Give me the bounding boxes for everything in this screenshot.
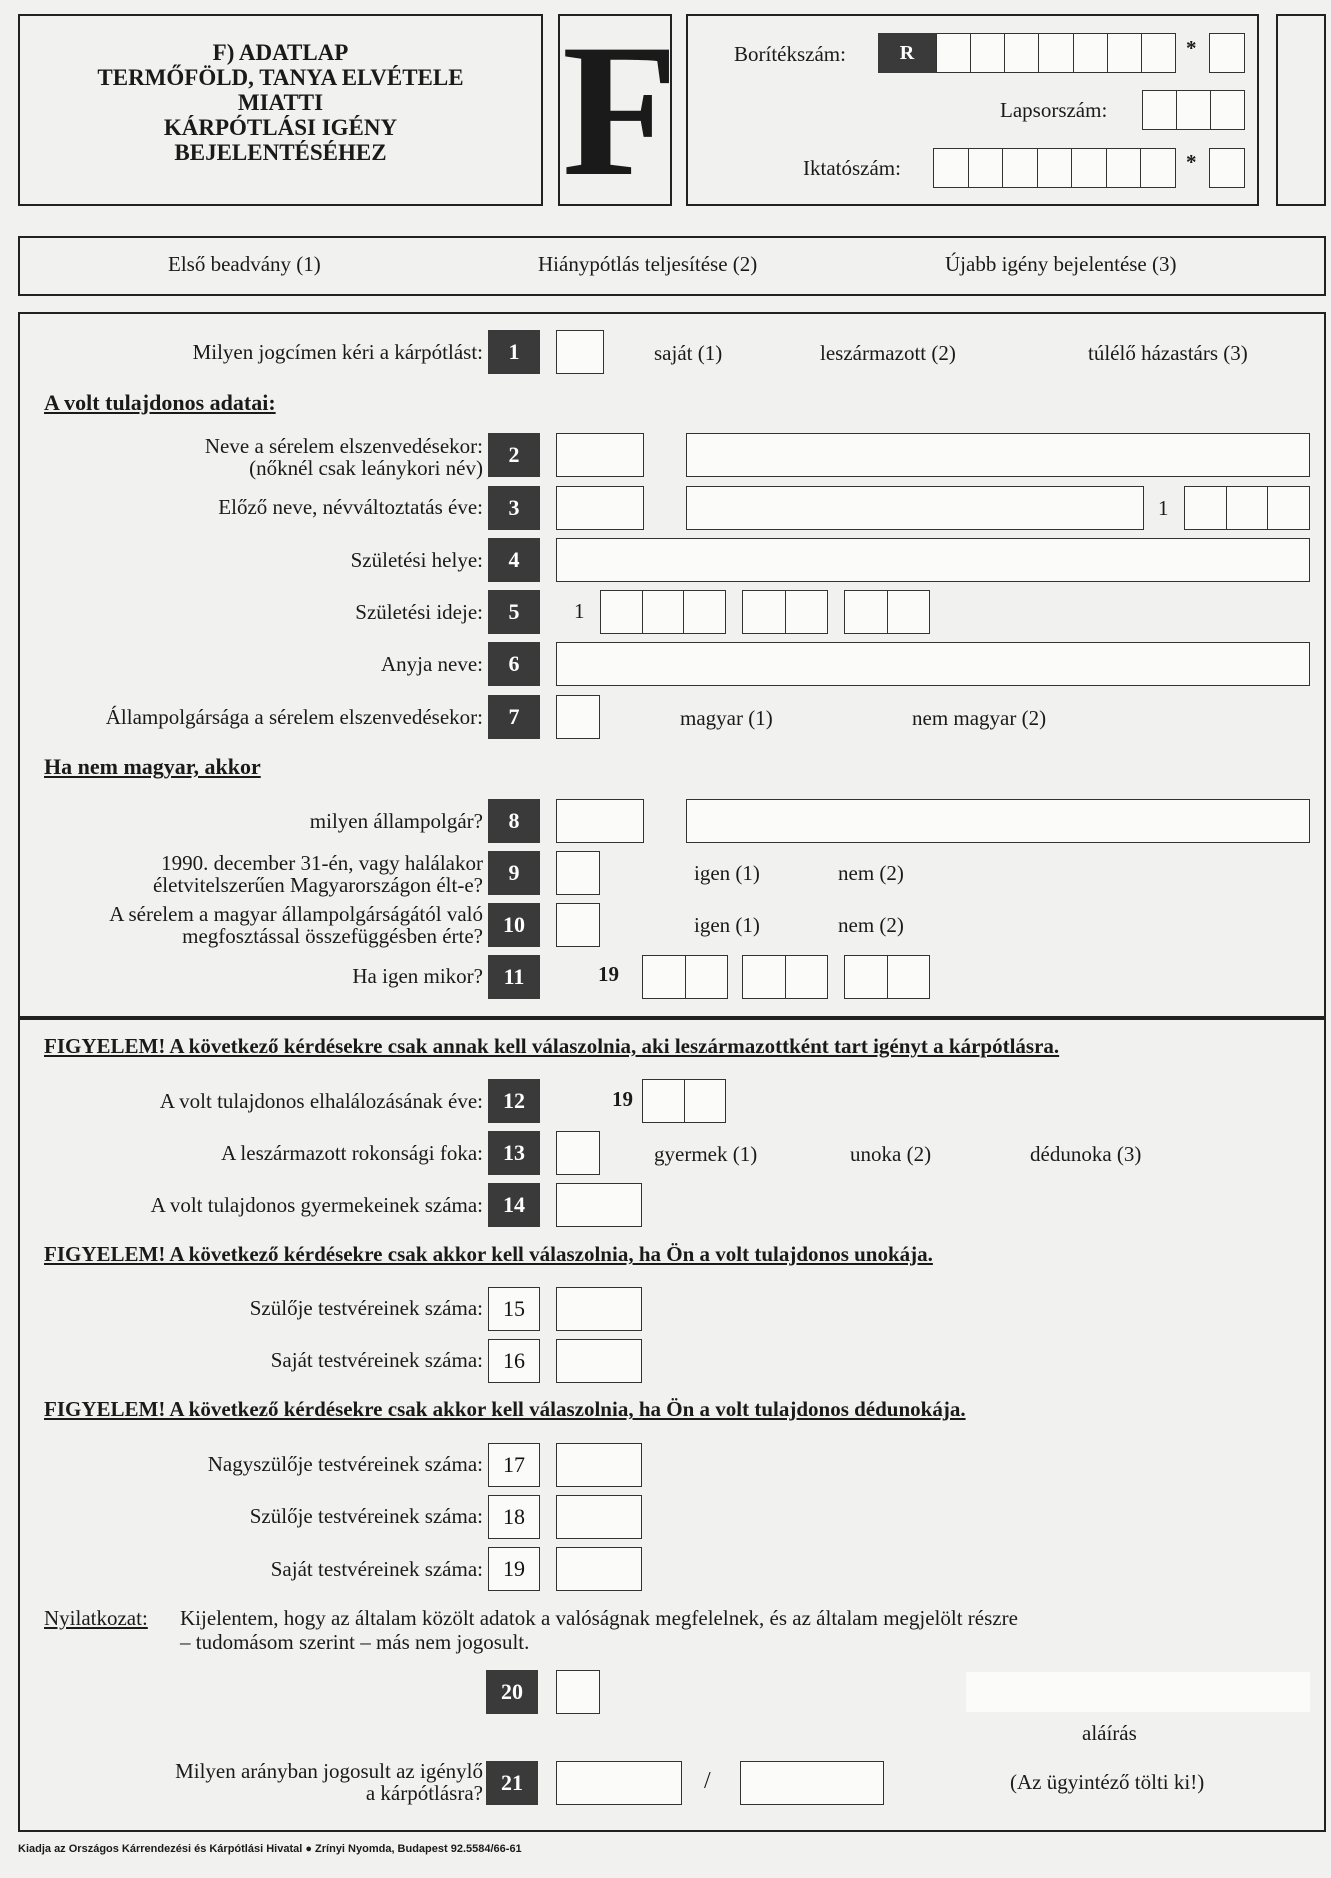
q12-label: A volt tulajdonos elhalálozásának éve: xyxy=(159,1089,483,1113)
q5-year-prefix: 1 xyxy=(574,599,585,623)
submission-completion[interactable]: Hiánypótlás teljesítése (2) xyxy=(538,252,758,276)
q11-year-prefix: 19 xyxy=(598,962,619,986)
declaration-line-1: Kijelentem, hogy az általam közölt adatok a valóságnak megfelelnek, és az általam megjelölt részre xyxy=(180,1606,1018,1630)
q4-label: Születési helye: xyxy=(350,548,483,572)
q2-number: 2 xyxy=(488,433,540,477)
submission-new-claim[interactable]: Újabb igény bejelentése (3) xyxy=(945,252,1177,276)
q5-day-field[interactable] xyxy=(844,590,930,634)
section-divider xyxy=(20,1016,1324,1020)
q12-number: 12 xyxy=(488,1079,540,1123)
q7-option-hungarian: magyar (1) xyxy=(680,706,773,730)
q20-answer[interactable] xyxy=(556,1670,600,1714)
q10-answer[interactable] xyxy=(556,903,600,947)
q1-option-spouse: túlélő házastárs (3) xyxy=(1088,341,1248,365)
q9-label: 1990. december 31-én, vagy halálakor életvitelszerűen Magyarországon élt-e? xyxy=(152,851,483,897)
q10-number: 10 xyxy=(488,903,540,947)
q13-label: A leszármazott rokonsági foka: xyxy=(221,1141,483,1165)
q5-label: Születési ideje: xyxy=(355,600,483,624)
q9-number: 9 xyxy=(488,851,540,895)
boritekszam-label: Borítékszám: xyxy=(734,42,846,66)
declaration-line-2: – tudomásom szerint – más nem jogosult. xyxy=(180,1630,530,1654)
q11-number: 11 xyxy=(488,955,540,999)
q18-label: Szülője testvéreinek száma: xyxy=(249,1504,483,1528)
iktatoszam-field[interactable] xyxy=(933,148,1176,188)
q13-option-child: gyermek (1) xyxy=(654,1142,758,1166)
signature-area[interactable] xyxy=(966,1672,1310,1712)
q21-label: Milyen arányban jogosult az igénylő a kárpótlásra? xyxy=(175,1759,483,1805)
q2-label: Neve a sérelem elszenvedésekor: (nőknél csak leánykori név) xyxy=(204,434,483,480)
q14-label: A volt tulajdonos gyermekeinek száma: xyxy=(150,1193,483,1217)
q10-option-yes: igen (1) xyxy=(694,913,760,937)
q15-answer[interactable] xyxy=(556,1287,642,1331)
q21-denominator[interactable] xyxy=(740,1761,884,1805)
q13-option-great-grandchild: dédunoka (3) xyxy=(1030,1142,1142,1166)
q12-year-field[interactable] xyxy=(642,1079,726,1123)
q13-option-grandchild: unoka (2) xyxy=(850,1142,932,1166)
q1-option-own: saját (1) xyxy=(654,341,723,365)
q21-number: 21 xyxy=(486,1761,538,1805)
q11-year-field[interactable] xyxy=(642,955,728,999)
q13-answer[interactable] xyxy=(556,1131,600,1175)
q12-year-prefix: 19 xyxy=(612,1087,633,1111)
notice-great-grandchild: FIGYELEM! A következő kérdésekre csak akkor kell válaszolnia, ha Ön a volt tulajdonos dédunokája. xyxy=(44,1397,966,1421)
q19-label: Saját testvéreinek száma: xyxy=(270,1557,483,1581)
signature-label: aláírás xyxy=(1082,1721,1137,1745)
boritekszam-prefix: R xyxy=(878,33,936,73)
q5-number: 5 xyxy=(488,590,540,634)
q7-answer[interactable] xyxy=(556,695,600,739)
star-2: * xyxy=(1186,150,1197,174)
section-owner-data: A volt tulajdonos adatai: xyxy=(44,390,276,415)
q7-option-not-hungarian: nem magyar (2) xyxy=(912,706,1047,730)
boritekszam-field[interactable] xyxy=(936,33,1176,73)
q6-mother-name-field[interactable] xyxy=(556,642,1310,686)
q9-option-yes: igen (1) xyxy=(694,861,760,885)
q11-label: Ha igen mikor? xyxy=(352,964,483,988)
boritekszam-check[interactable] xyxy=(1209,33,1245,73)
q4-birthplace-field[interactable] xyxy=(556,538,1310,582)
q1-label: Milyen jogcímen kéri a kárpótlást: xyxy=(192,340,483,364)
lapsorszam-label: Lapsorszám: xyxy=(1000,98,1108,122)
q2-name-field[interactable] xyxy=(686,433,1310,477)
declaration-title: Nyilatkozat: xyxy=(44,1606,148,1630)
q7-label: Állampolgársága a sérelem elszenvedésekor: xyxy=(105,705,483,729)
submission-first[interactable]: Első beadvány (1) xyxy=(168,252,321,276)
q11-day-field[interactable] xyxy=(844,955,930,999)
q8-citizenship-field[interactable] xyxy=(686,799,1310,843)
q3-prev-name-field[interactable] xyxy=(686,486,1144,530)
q4-number: 4 xyxy=(488,538,540,582)
q14-number: 14 xyxy=(488,1183,540,1227)
q8-label: milyen állampolgár? xyxy=(309,809,483,833)
q10-label: A sérelem a magyar állampolgárságától való megfosztással összefüggésben érte? xyxy=(109,902,483,948)
q5-year-field[interactable] xyxy=(600,590,726,634)
q11-month-field[interactable] xyxy=(742,955,828,999)
q9-option-no: nem (2) xyxy=(838,861,904,885)
q3-year-field[interactable] xyxy=(1184,486,1310,530)
q17-answer[interactable] xyxy=(556,1443,642,1487)
q14-answer[interactable] xyxy=(556,1183,642,1227)
q3-label: Előző neve, névváltoztatás éve: xyxy=(218,495,483,519)
q21-separator: / xyxy=(704,1768,711,1794)
lapsorszam-field[interactable] xyxy=(1142,90,1245,130)
q1-option-descendant: leszármazott (2) xyxy=(820,341,956,365)
q18-answer[interactable] xyxy=(556,1495,642,1539)
q6-label: Anyja neve: xyxy=(380,652,483,676)
q13-number: 13 xyxy=(488,1131,540,1175)
side-strip xyxy=(1276,14,1326,206)
notice-grandchild: FIGYELEM! A következő kérdésekre csak akkor kell válaszolnia, ha Ön a volt tulajdonos unokája. xyxy=(44,1242,933,1266)
form-letter: F xyxy=(562,6,679,216)
q16-answer[interactable] xyxy=(556,1339,642,1383)
q8-number: 8 xyxy=(488,799,540,843)
q1-answer[interactable] xyxy=(556,330,604,374)
footer-imprint: Kiadja az Országos Kárrendezési és Kárpótlási Hivatal ● Zrínyi Nyomda, Budapest 92.5584/66-61 xyxy=(18,1843,522,1855)
q3-year-prefix: 1 xyxy=(1158,496,1169,520)
q10-option-no: nem (2) xyxy=(838,913,904,937)
q3-number: 3 xyxy=(488,486,540,530)
q21-numerator[interactable] xyxy=(556,1761,682,1805)
q18-number: 18 xyxy=(488,1495,540,1539)
q6-number: 6 xyxy=(488,642,540,686)
q17-label: Nagyszülője testvéreinek száma: xyxy=(207,1452,483,1476)
q1-number: 1 xyxy=(488,330,540,374)
iktatoszam-check[interactable] xyxy=(1209,148,1245,188)
q2-code[interactable] xyxy=(556,433,644,477)
q16-number: 16 xyxy=(488,1339,540,1383)
q5-month-field[interactable] xyxy=(742,590,828,634)
form-title: F) ADATLAP TERMŐFÖLD, TANYA ELVÉTELE MIATTI KÁRPÓTLÁSI IGÉNY BEJELENTÉSÉHEZ xyxy=(97,40,464,165)
q9-answer[interactable] xyxy=(556,851,600,895)
iktatoszam-label: Iktatószám: xyxy=(803,156,901,180)
q15-number: 15 xyxy=(488,1287,540,1331)
star-1: * xyxy=(1186,36,1197,60)
section-if-not-hungarian: Ha nem magyar, akkor xyxy=(44,754,261,779)
q7-number: 7 xyxy=(488,695,540,739)
q16-label: Saját testvéreinek száma: xyxy=(270,1348,483,1372)
q15-label: Szülője testvéreinek száma: xyxy=(249,1296,483,1320)
q19-number: 19 xyxy=(488,1547,540,1591)
q17-number: 17 xyxy=(488,1443,540,1487)
q3-code[interactable] xyxy=(556,486,644,530)
notice-descendant: FIGYELEM! A következő kérdésekre csak annak kell válaszolnia, aki leszármazottként tart igényt a kárpótlásra. xyxy=(44,1034,1060,1058)
q8-code[interactable] xyxy=(556,799,644,843)
q20-number: 20 xyxy=(486,1670,538,1714)
q21-note: (Az ügyintéző tölti ki!) xyxy=(1010,1770,1205,1794)
q19-answer[interactable] xyxy=(556,1547,642,1591)
